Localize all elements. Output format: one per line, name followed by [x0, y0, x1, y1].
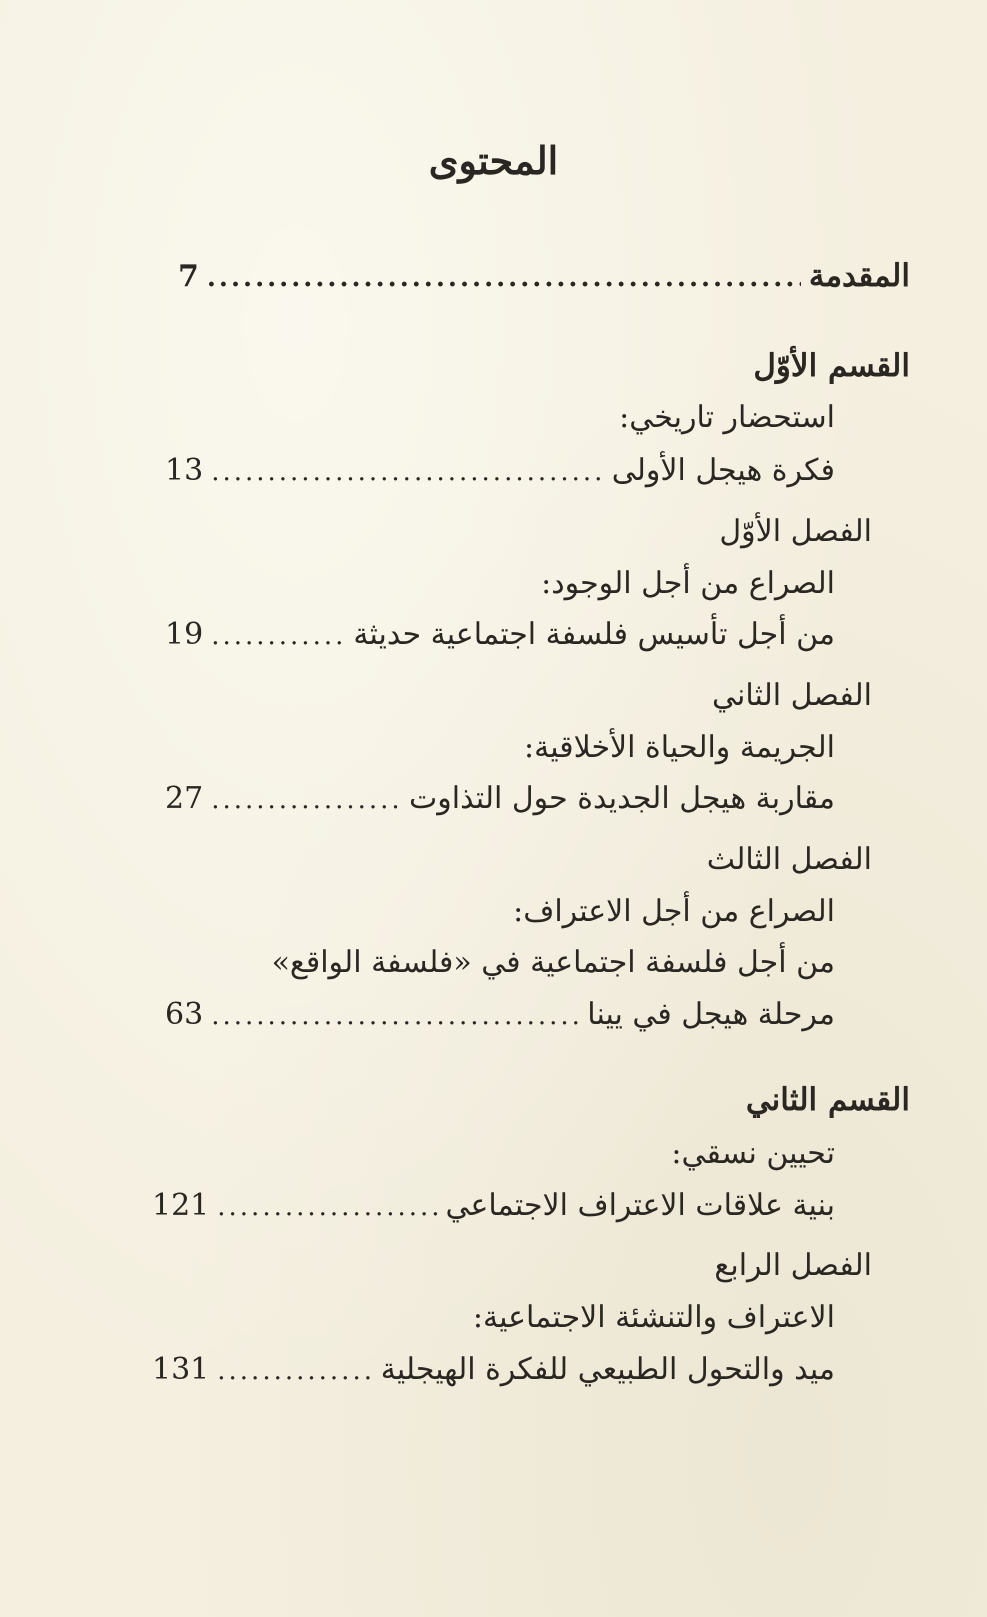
page-number: 19: [165, 617, 204, 652]
toc-entry-intro[interactable]: [178, 256, 910, 296]
leader-dots: [217, 1351, 373, 1391]
chapter-heading: الفصل الأوّل: [719, 514, 872, 549]
part-heading: القسم الأوّل: [753, 348, 910, 384]
toc-entry-text: مرحلة هيجل في يينا: [587, 997, 835, 1032]
toc-entry-text: فكرة هيجل الأولى: [611, 453, 835, 488]
page-title: المحتوى: [428, 138, 559, 183]
page-number: 7: [178, 259, 199, 294]
page-number: 13: [165, 453, 204, 488]
toc-entry-part1[interactable]: [165, 451, 835, 491]
leader-dots: [211, 616, 345, 656]
page-number: 27: [165, 781, 204, 816]
toc-subtitle: الاعتراف والتنشئة الاجتماعية:: [472, 1300, 835, 1335]
page-number: 131: [152, 1352, 210, 1387]
toc-entry-ch3[interactable]: [165, 995, 835, 1035]
chapter-heading: الفصل الثالث: [706, 842, 872, 877]
toc-entry-text: ميد والتحول الطبيعي للفكرة الهيجلية: [380, 1352, 835, 1387]
toc-subtitle: استحضار تاريخي:: [619, 400, 835, 435]
toc-entry-text: من أجل تأسيس فلسفة اجتماعية حديثة: [353, 617, 835, 652]
page-number: 121: [152, 1188, 210, 1223]
part-heading: القسم الثاني: [745, 1082, 910, 1118]
toc-entry-ch1[interactable]: [165, 615, 835, 655]
leader-dots: [211, 996, 579, 1036]
leader-dots: [211, 780, 401, 820]
toc-entry-part2[interactable]: [152, 1186, 835, 1226]
leader-dots: [217, 1187, 437, 1227]
toc-entry-ch4[interactable]: [152, 1350, 835, 1390]
toc-entry-text: مقاربة هيجل الجديدة حول التذاوت: [409, 781, 835, 816]
leader-dots: [211, 452, 604, 492]
toc-subtitle: الصراع من أجل الوجود:: [541, 566, 835, 601]
toc-entry-text: المقدمة: [808, 258, 910, 294]
toc-subtitle: الصراع من أجل الاعتراف:: [513, 894, 835, 929]
toc-entry-ch2[interactable]: [165, 779, 835, 819]
toc-subtitle: الجريمة والحياة الأخلاقية:: [524, 730, 835, 765]
page-number: 63: [165, 997, 204, 1032]
leader-dots: [207, 258, 801, 298]
chapter-heading: الفصل الثاني: [712, 678, 872, 713]
chapter-heading: الفصل الرابع: [714, 1248, 872, 1283]
toc-subtitle: من أجل فلسفة اجتماعية في «فلسفة الواقع»: [271, 945, 835, 980]
toc-entry-text: بنية علاقات الاعتراف الاجتماعي: [445, 1188, 835, 1223]
toc-subtitle: تحيين نسقي:: [671, 1136, 835, 1171]
